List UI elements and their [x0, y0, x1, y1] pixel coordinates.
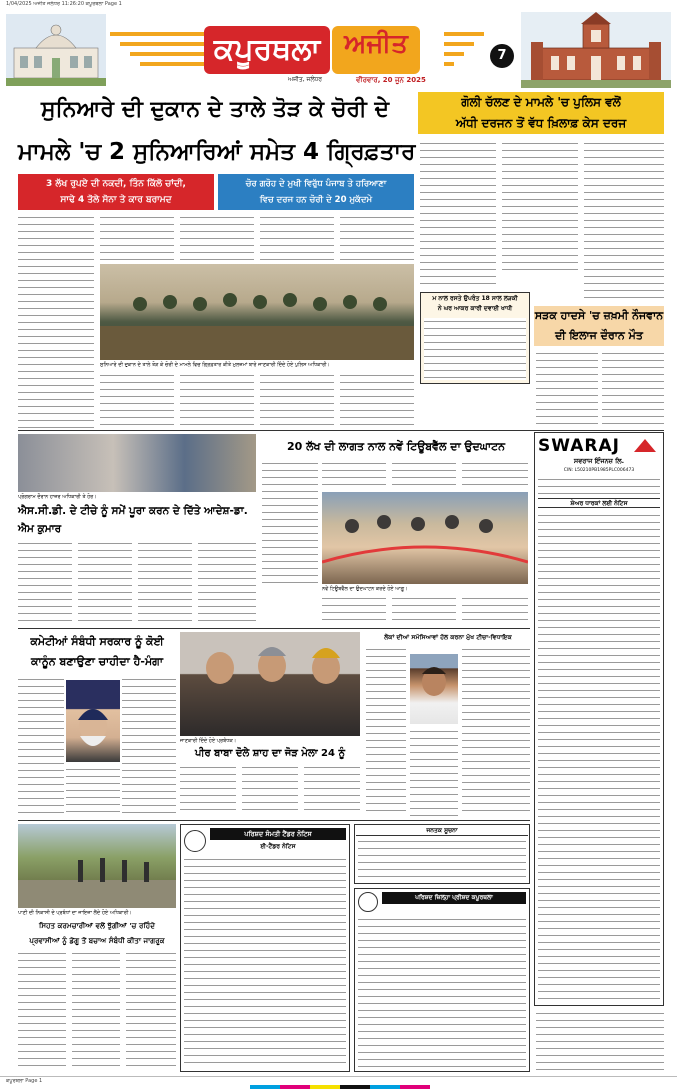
middle-left-caption: ਪ੍ਰੋਗਰਾਮ ਦੌਰਾਨ ਹਾਜ਼ਰ ਅਧਿਕਾਰੀ ਤੇ ਹੋਰ। — [18, 494, 97, 500]
lead-headline-line1: ਸੁਨਿਆਰੇ ਦੀ ਦੁਕਾਨ ਦੇ ਤਾਲੇ ਤੋੜ ਕੇ ਚੋਰੀ ਦੇ — [40, 97, 390, 122]
right-top-body-column-2 — [502, 140, 578, 270]
lower-left-body-3 — [66, 766, 120, 816]
right-top-headline-line2: ਅੱਧੀ ਦਰਜਨ ਤੋਂ ਵੱਧ ਖ਼ਿਲਾਫ਼ ਕੇਸ ਦਰਜ — [455, 116, 627, 130]
lower-right-headline: ਲੋਕਾਂ ਦੀਆਂ ਸਮੱਸਿਆਵਾਂ ਹੱਲ ਕਰਨਾ ਮੁੱਖ ਟੀਚਾ-ਵਿਧਾਇਕ — [384, 634, 512, 641]
lead-body-column-4 — [260, 214, 334, 262]
masthead-place: ਅਜੀਤ, ਜਲੰਧਰ — [287, 76, 322, 83]
swaraj-cin: CIN: L50210PB1985PLC006473 — [563, 468, 635, 473]
masthead-left-building-illustration — [6, 14, 106, 86]
masthead — [6, 10, 671, 90]
lower-center-headline: ਪੀਰ ਬਾਬਾ ਦੋਲੇ ਸ਼ਾਹ ਦਾ ਜੋੜ ਮੇਲਾ 24 ਨੂੰ — [195, 748, 345, 759]
lead-body-column-7 — [180, 372, 254, 428]
lower-right-body-3 — [410, 728, 458, 816]
lead-body-column-2 — [100, 214, 174, 262]
middle-center-body-4 — [462, 460, 528, 490]
lower-center-body-3 — [304, 764, 360, 816]
bottom-left-headline-line1: ਸਿਹਤ ਕਰਮਚਾਰੀਆਂ ਵਲੋਂ ਝੁੱਗੀਆਂ 'ਚ ਰਹਿੰਦੇ — [39, 921, 155, 930]
middle-center-body-1 — [262, 460, 318, 586]
middle-center-body-2 — [322, 460, 386, 490]
middle-left-headline: ਐਸ.ਸੀ.ਡੀ. ਦੇ ਟੀਚੇ ਨੂੰ ਸਮੇਂ ਪੂਰਾ ਕਰਨ ਦੇ ਦਿੱਤੇ ਆਦੇਸ਼-ਡਾ. ਐਮ ਕੁਮਾਰ — [18, 505, 248, 535]
swaraj-logo: SWARAJ — [538, 436, 620, 456]
lead-body-column-8 — [260, 372, 334, 428]
lead-headline-line2: ਮਾਮਲੇ 'ਚ 2 ਸੁਨਿਆਰਿਆਂ ਸਮੇਤ 4 ਗ੍ਰਿਫ਼ਤਾਰ — [18, 139, 416, 165]
middle-center-body-5 — [322, 595, 386, 625]
masthead-stripes-right — [444, 28, 484, 72]
page-number-badge: 7 — [490, 44, 514, 68]
lower-center-caption: ਜਾਣਕਾਰੀ ਦਿੰਦੇ ਹੋਏ ਪ੍ਰਬੰਧਕ। — [180, 738, 237, 744]
accident-body-column-1 — [536, 350, 598, 424]
boxed-story-body — [424, 318, 526, 380]
masthead-paper-name: ਅਜੀਤ — [344, 29, 408, 59]
district-notice-body — [358, 916, 526, 1068]
section-divider-2 — [18, 628, 530, 629]
bottom-left-body-1 — [18, 950, 66, 1072]
printer-strip-top: 1/04/2025 ਅਜੀਤ ਜਲੰਧਰ 11:26:20 ਕਪੂਰਥਲਾ Page 1 — [6, 1, 122, 7]
right-top-body-column-3 — [584, 140, 664, 300]
district-emblem-icon — [358, 892, 378, 912]
lead-kicker-right-line1: ਚੋਰ ਗਰੋਹ ਦੇ ਮੁਖੀ ਵਿਰੁੱਧ ਪੰਜਾਬ ਤੇ ਹਰਿਆਣਾ — [245, 179, 387, 189]
lead-kicker-left-line1: 3 ਲੱਖ ਰੁਪਏ ਦੀ ਨਕਦੀ, ਤਿੰਨ ਕਿੱਲੋ ਚਾਂਦੀ, — [46, 179, 186, 189]
middle-center-headline: 20 ਲੱਖ ਦੀ ਲਾਗਤ ਨਾਲ ਨਵੇਂ ਟਿਊਬਵੈੱਲ ਦਾ ਉਦਘਾਟਨ — [286, 440, 506, 453]
printer-strip-bottom-text: ਕਪੂਰਥਲਾ Page 1 — [6, 1078, 43, 1084]
small-notice-title: ਜਨਤਕ ਸੂਚਨਾ — [356, 826, 528, 836]
bottom-right-body — [536, 1010, 664, 1072]
masthead-right-building-illustration — [521, 12, 671, 88]
swaraj-address-lines — [538, 476, 660, 496]
lower-left-portrait — [66, 680, 120, 762]
tender-subtitle: ਈ-ਟੈਂਡਰ ਨੋਟਿਸ — [260, 843, 296, 850]
masthead-city-name: ਕਪੂਰਥਲਾ — [213, 32, 321, 67]
middle-center-body-3 — [392, 460, 456, 490]
lower-left-body-1 — [18, 676, 64, 816]
lead-body-column-5 — [340, 214, 414, 262]
lead-body-column-1 — [18, 214, 94, 428]
bottom-left-photo-waterlogging — [18, 824, 176, 908]
middle-center-body-6 — [392, 595, 456, 625]
lower-right-portrait — [410, 654, 458, 724]
boxed-story-headline-line1: ਮ ਨਾਲ ਰਸਤੇ ਉਪਰੰਤ 18 ਸਾਲ ਲੜਕੀ — [432, 295, 518, 302]
accident-headline-line1: ਸੜਕ ਹਾਦਸੇ 'ਚ ਜ਼ਖ਼ਮੀ ਨੌਜਵਾਨ — [534, 309, 664, 322]
lower-right-body-2 — [462, 646, 530, 816]
district-notice-title: ਪਰਿਸ਼ਦ ਜ਼ਿਲ੍ਹਾ ਪ੍ਰੀਸ਼ਦ ਕਪੂਰਥਲਾ — [382, 892, 526, 904]
middle-left-body-4 — [198, 540, 256, 624]
swaraj-notice-title: ਸ਼ੇਅਰ ਧਾਰਕਾਂ ਲਈ ਨੋਟਿਸ — [538, 498, 660, 508]
middle-left-photo — [18, 434, 256, 492]
lead-kicker-right-line2: ਵਿਚ ਦਰਜ ਹਨ ਚੋਰੀ ਦੇ 20 ਮੁਕੱਦਮੇ — [259, 195, 373, 205]
tender-title: ਪਰਿਸ਼ਦ ਸੰਮਤੀ ਟੈਂਡਰ ਨੋਟਿਸ — [210, 828, 346, 840]
middle-center-photo-tubewell-inauguration — [322, 492, 528, 584]
middle-center-caption: ਨਵੇਂ ਟਿਊਬਵੈੱਲ ਦਾ ਉਦਘਾਟਨ ਕਰਦੇ ਹੋਏ ਆਗੂ। — [322, 586, 408, 592]
swaraj-notice-body — [538, 512, 660, 1000]
bottom-left-headline-line2: ਪ੍ਰਵਾਸੀਆਂ ਨੂੰ ਡੇਂਗੂ ਤੋਂ ਬਚਾਅ ਸੰਬੰਧੀ ਕੀਤਾ ਜਾਗਰੂਕ — [29, 936, 165, 945]
middle-left-body-1 — [18, 540, 72, 624]
accident-body-column-2 — [602, 350, 664, 424]
lower-center-photo — [180, 632, 360, 736]
masthead-date: ਵੀਰਵਾਰ, 20 ਜੂਨ 2025 — [356, 76, 426, 84]
lower-left-body-2 — [122, 676, 176, 816]
lead-photo-caption: ਸੁਨਿਆਰੇ ਦੀ ਦੁਕਾਨ ਦੇ ਤਾਲੇ ਤੋੜ ਕੇ ਚੋਰੀ ਦੇ ਮਾਮਲੇ ਵਿਚ ਗ੍ਰਿਫ਼ਤਾਰ ਕੀਤੇ ਮੁਲਜ਼ਮਾਂ ਬਾਰੇ ਜਾਣਕਾਰੀ ਦਿੰਦੇ ਹੋਏ ਪੁਲਿਸ ਅਧਿਕਾਰੀ। — [100, 362, 330, 368]
bottom-left-headline — [18, 918, 176, 948]
section-divider-1 — [18, 430, 664, 431]
lead-body-column-3 — [180, 214, 254, 262]
section-divider-3 — [18, 820, 530, 821]
boxed-story-headline-line2: ਨੇ ਘਰ ਆਕਰ ਕਾਰੀ ਦਵਾਈ ਖਾਧੀ — [437, 305, 513, 312]
lead-photo-police-officials — [100, 264, 414, 360]
color-registration-bar — [250, 1078, 430, 1086]
accident-headline-line2: ਦੀ ਇਲਾਜ ਦੌਰਾਨ ਮੌਤ — [555, 329, 643, 342]
lead-body-column-6 — [100, 372, 174, 428]
swaraj-emblem-icon — [630, 436, 660, 456]
lead-kicker-left-line2: ਸਾਢੇ 4 ਤੋਲੇ ਸੋਨਾ ਤੇ ਕਾਰ ਬਰਾਮਦ — [60, 195, 172, 205]
tender-emblem-icon — [184, 830, 206, 852]
lower-right-body-1 — [366, 646, 406, 816]
lower-center-body-2 — [242, 764, 298, 816]
middle-center-body-7 — [462, 595, 528, 625]
small-notice-body — [358, 838, 526, 880]
bottom-left-body-3 — [126, 950, 176, 1072]
bottom-left-caption: ਪਾਣੀ ਦੀ ਨਿਕਾਸੀ ਦੇ ਪ੍ਰਬੰਧਾਂ ਦਾ ਜਾਇਜ਼ਾ ਲੈਂਦੇ ਹੋਏ ਅਧਿਕਾਰੀ। — [18, 910, 132, 916]
lower-left-headline-line1: ਕਮੇਟੀਆਂ ਸੰਬੰਧੀ ਸਰਕਾਰ ਨੂੰ ਕੋਈ — [30, 635, 164, 648]
middle-left-body-3 — [138, 540, 192, 624]
middle-left-body-2 — [78, 540, 132, 624]
swaraj-subtitle: ਸਵਰਾਜ ਇੰਜਨਜ਼ ਲਿ. — [573, 457, 625, 465]
lower-left-headline-line2: ਕਾਨੂੰਨ ਬਣਾਉਣਾ ਚਾਹੀਦਾ ਹੈ-ਮੰਗਾ — [30, 655, 163, 668]
bottom-left-body-2 — [72, 950, 120, 1072]
right-top-headline-line1: ਗੋਲੀ ਚੱਲਣ ਦੇ ਮਾਮਲੇ 'ਚ ਪੁਲਿਸ ਵਲੋਂ — [461, 95, 621, 109]
lower-left-headline — [18, 632, 176, 672]
right-top-body-column-1 — [420, 140, 496, 290]
tender-body — [184, 856, 346, 1068]
lead-body-column-9 — [340, 372, 414, 428]
lower-center-body-1 — [180, 764, 236, 816]
